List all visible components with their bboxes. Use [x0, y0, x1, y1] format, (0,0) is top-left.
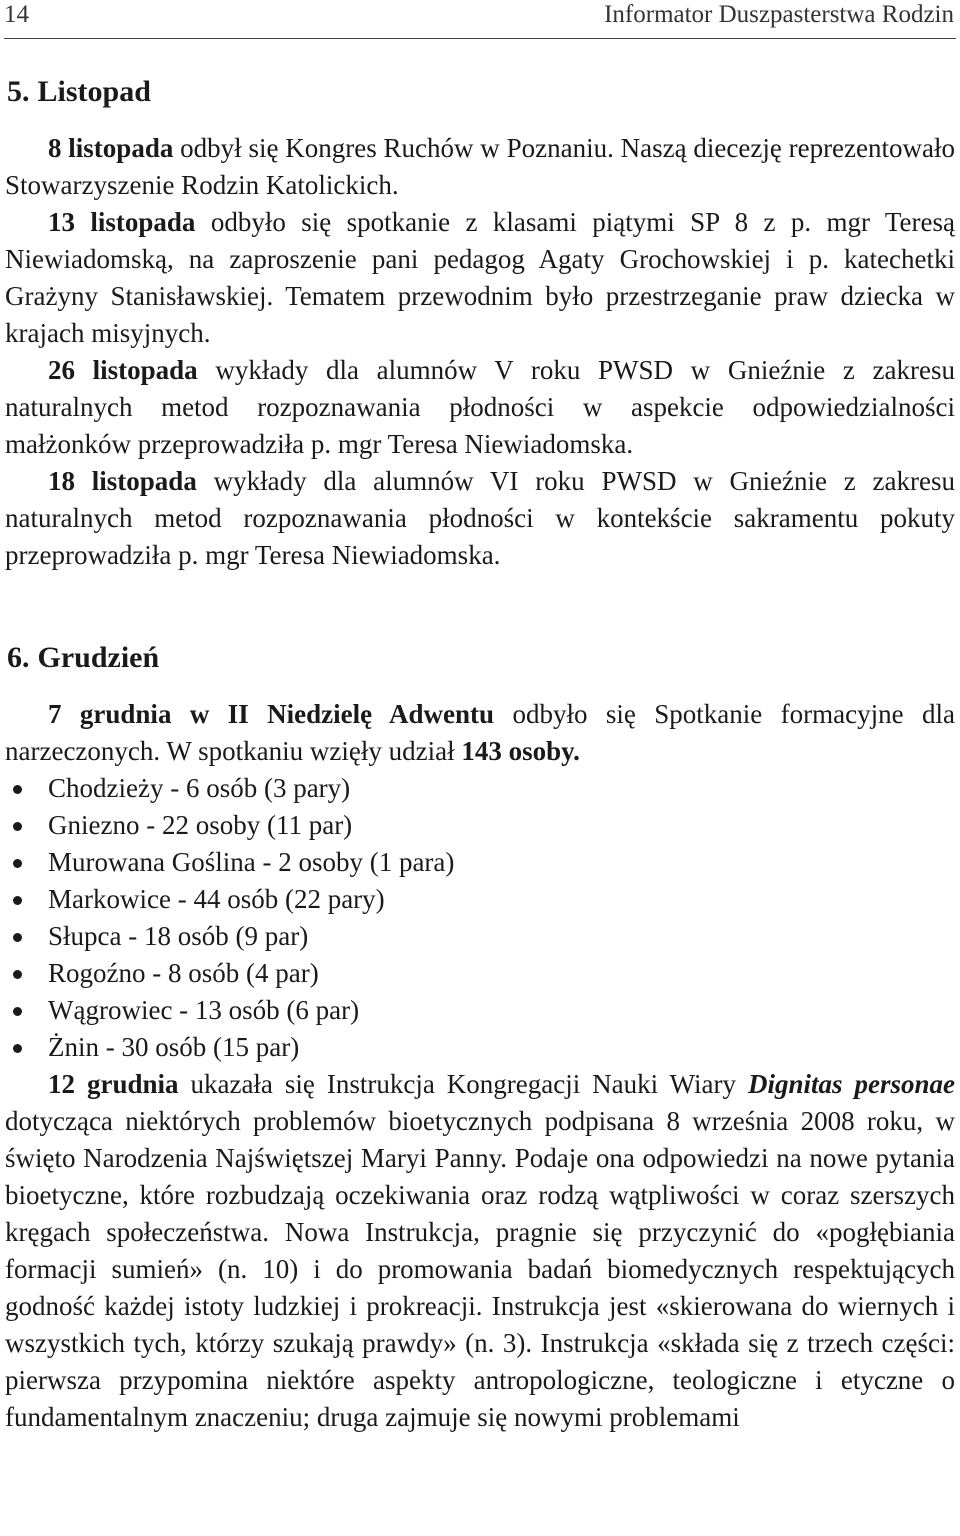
- list-item: Gniezno - 22 osoby (11 par): [5, 807, 955, 844]
- page-number: 14: [4, 1, 29, 28]
- entry-date: 8 listopada: [48, 133, 174, 163]
- paragraph-13-listopada: [5, 204, 955, 352]
- attendance-list: [5, 770, 955, 1066]
- paragraph-12-grudnia: [5, 1066, 955, 1436]
- entry-date: 7 grudnia w II Niedzielę Adwentu: [48, 699, 495, 729]
- paragraph-26-listopada: [5, 352, 955, 463]
- list-item: Markowice - 44 osób (22 pary): [5, 881, 955, 918]
- section-title-grudzien: [5, 636, 955, 680]
- list-item: Żnin - 30 osób (15 par): [5, 1029, 955, 1066]
- list-item: Rogoźno - 8 osób (4 par): [5, 955, 955, 992]
- entry-text: odbył się Kongres Ruchów w Poznaniu. Naszą diecezję reprezentowało Stowarzyszenie Rodzin Katolickich.: [5, 133, 955, 200]
- entry-text: wykłady dla alumnów V roku PWSD w Gnieźnie z zakresu naturalnych metod rozpoznawania płodności w aspekcie odpowiedzialności małżonków przeprowadziła p. mgr Teresa Niewiadomska.: [5, 355, 955, 459]
- page-content: [5, 70, 955, 1436]
- section-number: 5.: [7, 75, 30, 108]
- paragraph-8-listopada: [5, 130, 955, 204]
- page-header: [4, 0, 954, 30]
- attendance-count: 143 osoby.: [461, 736, 580, 766]
- header-divider: [4, 38, 956, 39]
- section-title-listopad: [5, 70, 955, 114]
- entry-text: odbyło się Spotkanie formacyjne dla narzeczonych. W spotkaniu wzięły udział: [5, 699, 955, 766]
- list-item: Murowana Goślina - 2 osoby (1 para): [5, 844, 955, 881]
- section-name: Grudzień: [37, 641, 160, 674]
- list-item: Słupca - 18 osób (9 par): [5, 918, 955, 955]
- section-number: 6.: [7, 641, 30, 674]
- entry-text: wykłady dla alumnów VI roku PWSD w Gnieźnie z zakresu naturalnych metod rozpoznawania płodności w kontekście sakramentu pokuty przeprowadziła p. mgr Teresa Niewiadomska.: [5, 466, 955, 570]
- entry-date: 13 listopada: [48, 207, 196, 237]
- document-title: Dignitas personae: [748, 1069, 955, 1099]
- list-item: Wągrowiec - 13 osób (6 par): [5, 992, 955, 1029]
- section-name: Listopad: [37, 75, 151, 108]
- publication-title: Informator Duszpasterstwa Rodzin: [604, 1, 954, 28]
- entry-text: dotycząca niektórych problemów bioetycznych podpisana 8 września 2008 roku, w święto Narodzenia Najświętszej Maryi Panny. Podaje ona odpowiedzi na nowe pytania bioetyczne, które rozbudzają oczekiwania oraz rodzą wątpliwości w coraz szerszych kręgach społeczeństwa. Nowa Instrukcja, pragnie się przyczynić do «pogłębiania formacji sumień» (n. 10) i do promowania badań biomedycznych respektujących godność każdej istoty ludzkiej i prokreacji. Instrukcja jest «skierowana do wiernych i wszystkich tych, którzy szukają prawdy» (n. 3). Instrukcja «składa się z trzech części: pierwsza przypomina niektóre aspekty antropologiczne, teologiczne i etyczne o fundamentalnym znaczeniu; druga zajmuje się nowymi problemami: [5, 1106, 955, 1432]
- entry-text: ukazała się Instrukcja Kongregacji Nauki Wiary: [178, 1069, 748, 1099]
- paragraph-18-listopada: [5, 463, 955, 574]
- entry-date: 12 grudnia: [48, 1069, 179, 1099]
- paragraph-7-grudnia: [5, 696, 955, 770]
- list-item: Chodzieży - 6 osób (3 pary): [5, 770, 955, 807]
- entry-date: 26 listopada: [48, 355, 198, 385]
- entry-date: 18 listopada: [48, 466, 197, 496]
- entry-text: odbyło się spotkanie z klasami piątymi SP 8 z p. mgr Teresą Niewiadomską, na zaproszenie pani pedagog Agaty Grochowskiej i p. katechetki Grażyny Stanisławskiej. Tematem przewodnim było przestrzeganie praw dziecka w krajach misyjnych.: [5, 207, 955, 348]
